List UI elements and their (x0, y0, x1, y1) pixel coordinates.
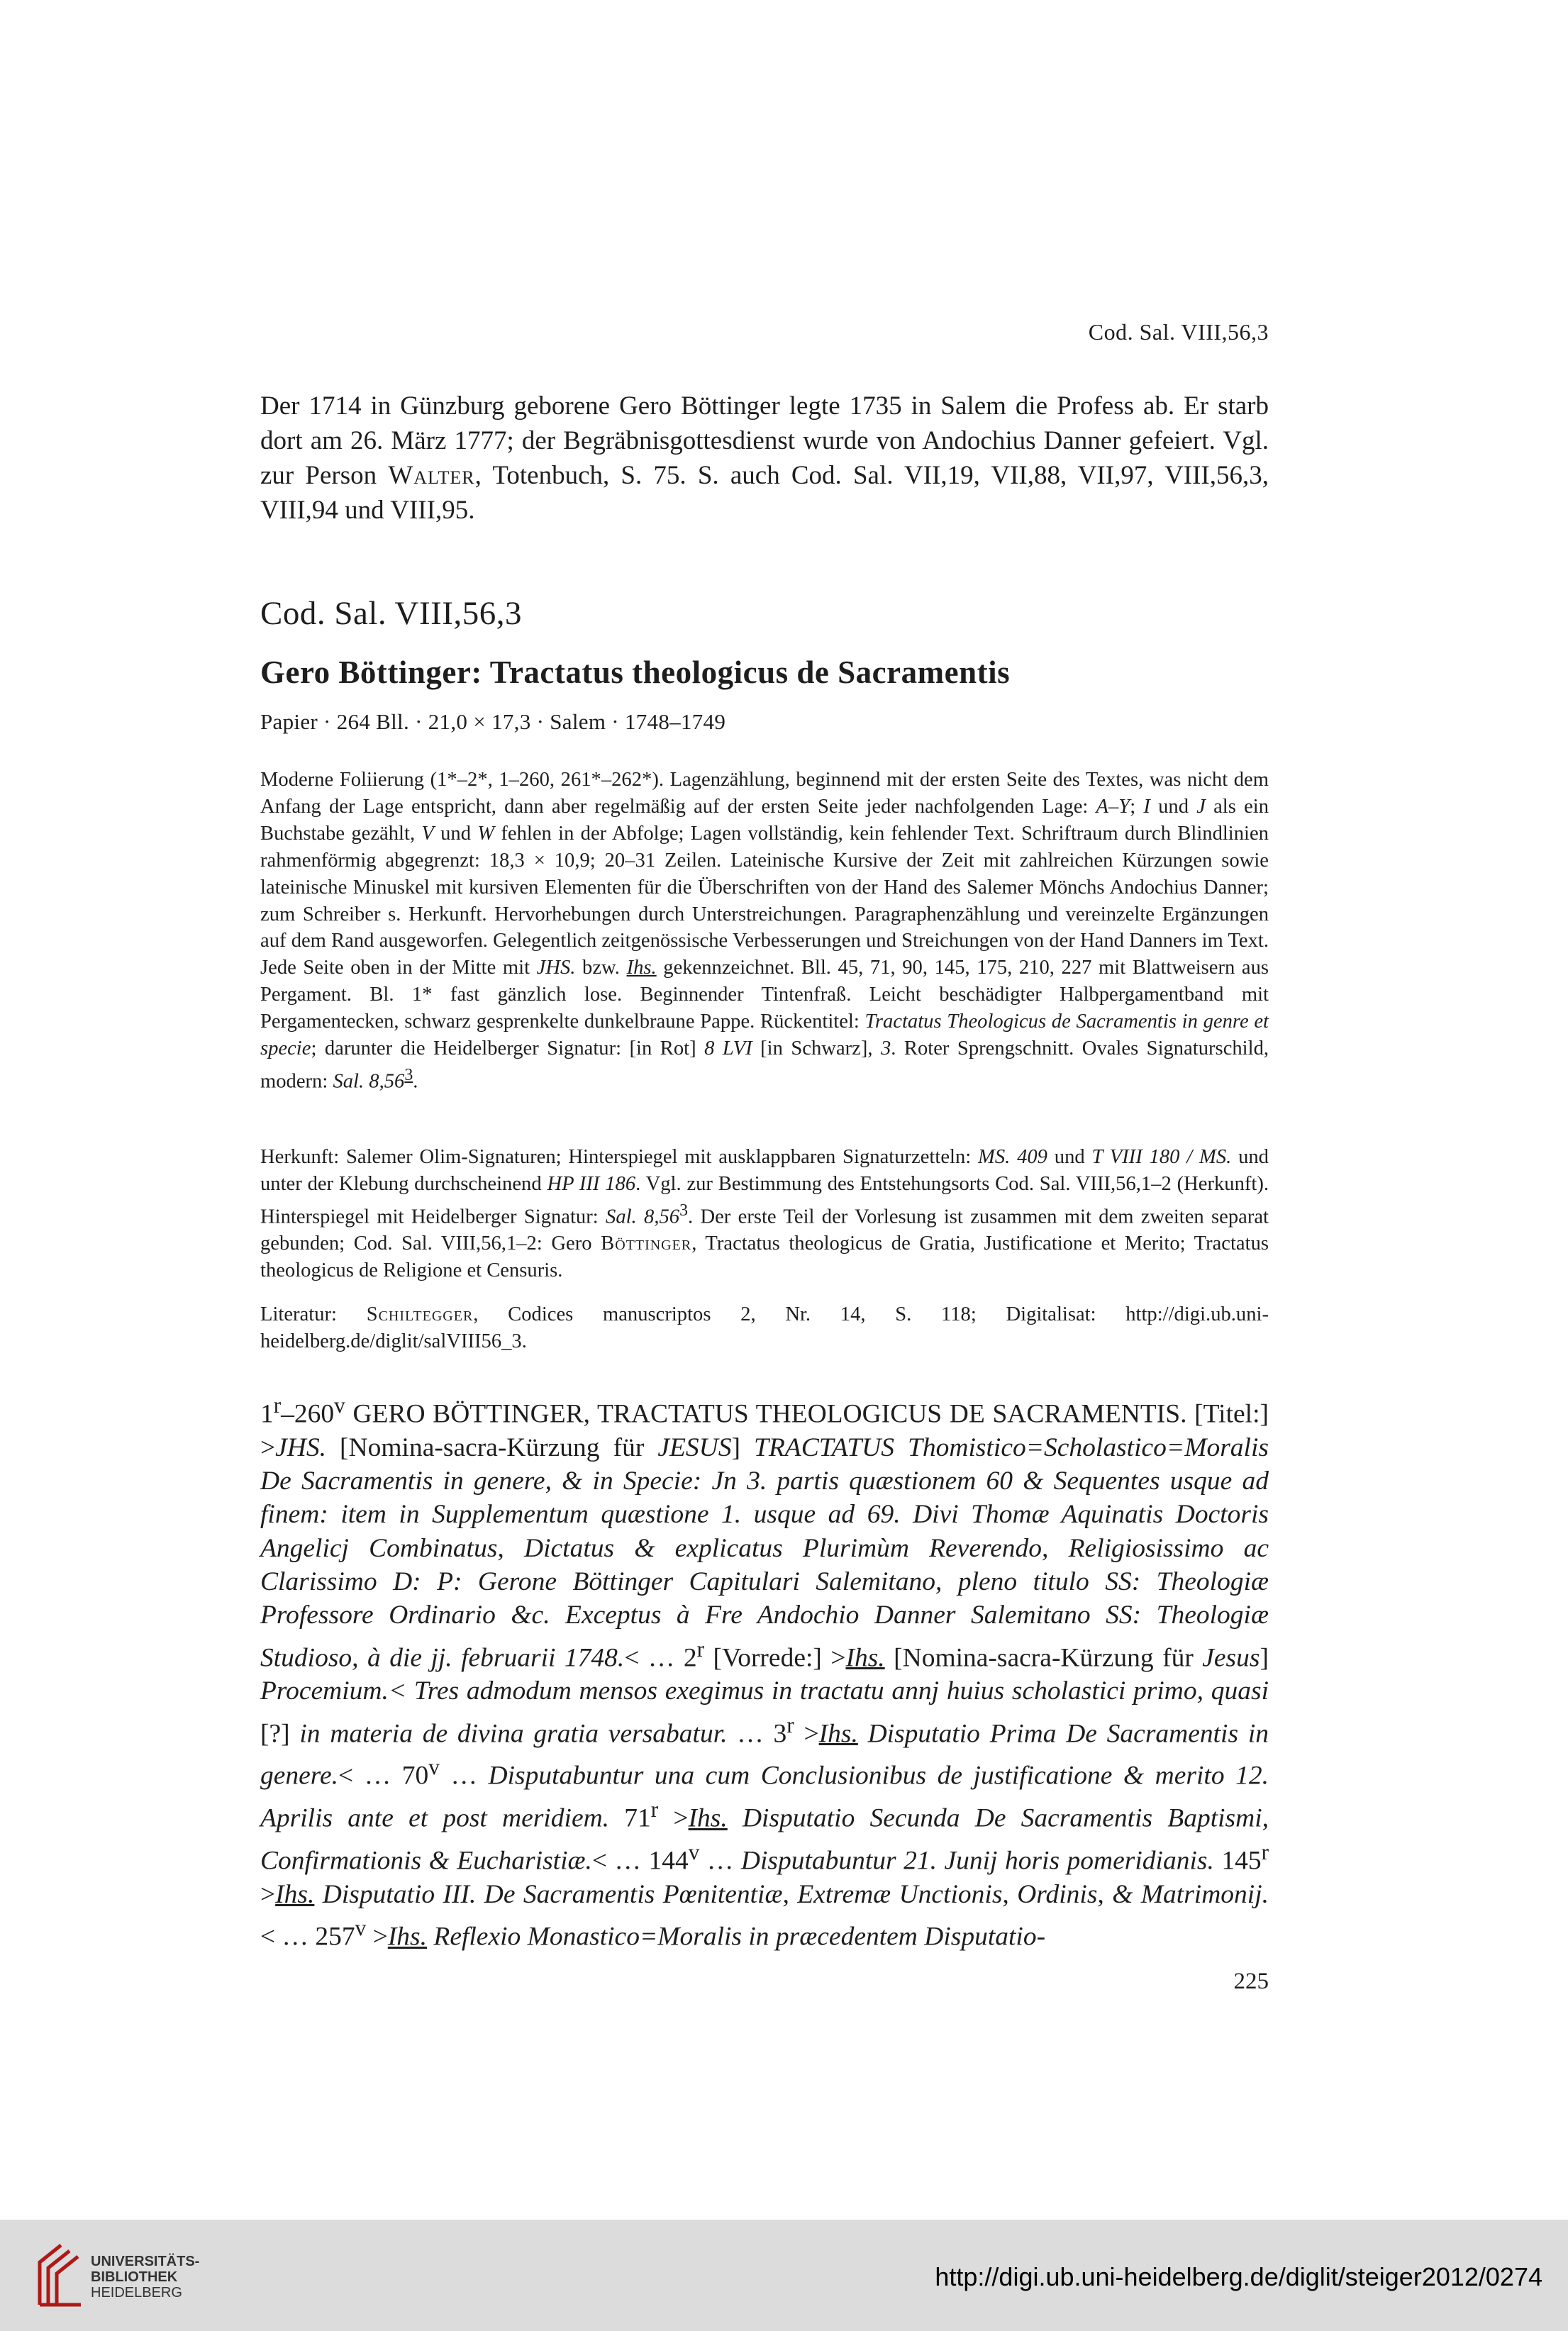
desc-italic: W (477, 822, 495, 845)
desc-italic: 3 (881, 1037, 891, 1060)
running-head: Cod. Sal. VIII,56,3 (1088, 319, 1269, 345)
prov-italic: Sal. 8,56 (606, 1206, 680, 1228)
desc-italic: V (421, 822, 434, 845)
prov-italic: HP III 186 (547, 1172, 636, 1195)
author-walter: Walter (388, 461, 475, 490)
c-text: < … 2 (624, 1643, 697, 1673)
prov-text: . Vgl. zur Bestimmung des Entstehungsorts Cod. Sal. VIII,56,1–2 (Herkunft). Hinterspiegel mit Heidelberger Signatur: (260, 1172, 1269, 1228)
lit-smallcaps: Schiltegger (366, 1303, 474, 1325)
c-text: … (699, 1846, 741, 1876)
library-logo-icon (35, 2241, 85, 2309)
c-italic: Ihs. (845, 1643, 885, 1673)
c-text: 1 (260, 1399, 274, 1429)
c-sup: v (428, 1754, 440, 1780)
c-text: > (658, 1803, 689, 1833)
contents-paragraph (260, 1389, 1269, 1954)
desc-text: gekennzeichnet. Bll. 45, 71, 90, 145, 175, 210, 227 mit Blattweisern aus Pergament. Bl. 1* fast gänzlich lose. Beginnender Tintenfraß. Leicht beschädigter Halbpergamentband mit Pergamentecken, schwarz gesprenkelte dunkelbraune Pappe. Rückentitel: (260, 957, 1269, 1033)
c-text: > (260, 1879, 276, 1909)
intro-text: Der 1714 in Günzburg geborene Gero Böttinger legte 1735 in Salem die Profess ab. Er starb dort am 26. März 1777; der Begräbnisgottesdienst wurde von Andochius Danner gefeiert. Vgl. zur Person (260, 391, 1269, 490)
c-italic: Disputatio Secunda De Sacramentis Baptismi, Confirmationis & Eucharistiæ. (260, 1803, 1269, 1876)
prov-superscript: 3 (679, 1201, 688, 1220)
c-sup: r (650, 1797, 659, 1823)
prov-text: und unter der Klebung durchscheinend (260, 1146, 1269, 1195)
desc-italic: 8 LVI (704, 1037, 752, 1060)
c-text: < … 257 (260, 1922, 355, 1952)
desc-text: . (413, 1070, 418, 1093)
c-text: < … 144 (591, 1846, 689, 1876)
c-sup: v (688, 1840, 700, 1865)
lit-text: Literatur: (260, 1303, 367, 1325)
desc-text: ; (1130, 795, 1144, 818)
c-text: –260 (281, 1399, 335, 1429)
page-number: 225 (1233, 1969, 1269, 1994)
c-sup: r (786, 1712, 794, 1737)
desc-italic: J (1196, 795, 1206, 818)
desc-text: ; darunter die Heidelberger Signatur: [in Rot] (311, 1037, 705, 1060)
desc-text: und (433, 822, 478, 845)
c-italic: Ihs. (688, 1803, 728, 1833)
c-text: [Vorrede:] > (704, 1643, 846, 1673)
prov-smallcaps: Böttinger (601, 1233, 692, 1255)
intro-paragraph (260, 389, 1269, 528)
c-text: [?] (260, 1719, 300, 1749)
entry-title: Gero Böttinger: Tractatus theologicus de Sacramentis (260, 655, 1011, 690)
desc-text: Moderne Foliierung (1*–2*, 1–260, 261*–262*). Lagenzählung, beginnend mit der ersten Seite des Textes, was nicht dem Anfang der Lage entspricht, dann aber regelmäßig auf der ersten Seite jeder nachfolgenden Lage: (260, 769, 1269, 818)
prov-text: , Tractatus theologicus de Gratia, Justificatione et Merito; Tractatus theologicus de Religione et Censuris. (260, 1233, 1269, 1282)
prov-text: . Der erste Teil der Vorlesung ist zusammen mit dem zweiten separat gebunden; Cod. Sal. VIII,56,1–2: Gero (260, 1206, 1269, 1255)
desc-italic: Tractatus Theologicus de Sacramentis in genre et specie (260, 1011, 1269, 1060)
desc-italic: I (1143, 795, 1150, 818)
c-italic: Procemium.< Tres admodum mensos exegimus in tractatu annj huius scholastici primo, quasi (260, 1676, 1269, 1706)
c-text: ] (731, 1432, 755, 1462)
prov-text: und (1047, 1146, 1092, 1168)
literature-paragraph (260, 1301, 1269, 1355)
c-italic: Ihs. (275, 1879, 315, 1909)
prov-italic: MS. 409 (978, 1146, 1047, 1168)
c-text: > (366, 1922, 388, 1952)
c-italic: Disputatio III. De Sacramentis Pœnitentiæ, Extremæ Unctionis, Ordinis, & Matrimonij. (314, 1879, 1269, 1909)
c-italic: Ihs. (387, 1922, 428, 1952)
c-sup: r (696, 1636, 705, 1662)
prov-italic: T VIII 180 / MS. (1091, 1146, 1232, 1168)
c-sup: v (334, 1393, 345, 1418)
desc-italic: Sal. 8,56 (333, 1070, 405, 1093)
c-italic: JHS. (275, 1432, 327, 1462)
intro-text-2: , Totenbuch, S. 75. S. auch Cod. Sal. VII,19, VII,88, VII,97, VIII,56,3, VIII,94 und VIII,95. (260, 461, 1269, 525)
c-italic: in materia de divina gratia versabatur. (299, 1719, 728, 1749)
c-sup: r (273, 1393, 282, 1418)
desc-superscript: 3 (404, 1065, 413, 1084)
provenance-paragraph (260, 1144, 1269, 1284)
library-name-line: HEIDELBERG (91, 2285, 182, 2301)
c-text: 71 (609, 1803, 651, 1833)
desc-italic: A–Y (1096, 795, 1130, 818)
c-italic: TRACTATUS Thomistico=Scholastico=Moralis De Sacramentis in genere, & in Specie: Jn 3. partis quæstionem 60 & Sequentes usque ad finem: item in Supplementum quæstione 1. usque ad 69. Divi Thomæ Aquinatis Doctoris Angelicj Combinatus, Dictatus & explicatus Plurimùm Reverendo, Religiosissimo ac Clarissimo D: P: Gerone Böttinger Capitulari Salemitano, pleno titulo SS: Theologiæ Professore Ordinario &c. Exceptus à Fre Andochio Danner Salemitano SS: Theologiæ Studioso, à die jj. februarii 1748. (260, 1432, 1269, 1673)
c-text: ] (1260, 1643, 1269, 1673)
desc-italic: Ihs. (626, 957, 657, 979)
c-text: [Nomina-sacra-Kürzung für (884, 1643, 1203, 1673)
desc-text: bzw. (575, 957, 627, 979)
permalink-url[interactable]: http://digi.ub.uni-heidelberg.de/diglit/steiger2012/0274 (935, 2262, 1542, 2291)
entry-meta: Papier · 264 Bll. · 21,0 × 17,3 · Salem · 1748–1749 (260, 709, 726, 734)
c-italic: Reflexio Monastico=Moralis in præcedentem Disputatio- (427, 1922, 1046, 1952)
lit-text: , Codices manuscriptos 2, Nr. 14, S. 118; Digitalisat: http://digi.ub.uni-heidelberg.de/diglit/salVIII56_3. (260, 1303, 1269, 1352)
c-text: … (439, 1761, 489, 1791)
c-italic: Ihs. (818, 1719, 858, 1749)
c-italic: Jesus (1202, 1643, 1260, 1673)
codex-heading: Cod. Sal. VIII,56,3 (260, 595, 522, 632)
desc-text: und (1150, 795, 1197, 818)
c-text: [Nomina-sacra-Kürzung für (326, 1432, 658, 1462)
c-text: GERO BÖTTINGER, TRACTATUS THEOLOGICUS DE SACRAMENTIS. [Titel:] > (260, 1399, 1269, 1462)
library-name (91, 2254, 199, 2301)
library-name-line: BIBLIOTHEK (91, 2269, 178, 2285)
c-text: … 3 (727, 1719, 787, 1749)
c-italic: Disputatio Prima De Sacramentis in genere. (260, 1719, 1269, 1791)
c-text: 145 (1213, 1846, 1262, 1876)
c-italic: Disputabuntur 21. Junij horis pomeridianis. (740, 1846, 1214, 1876)
desc-text: fehlen in der Abfolge; Lagen vollständig, kein fehlender Text. Schriftraum durch Blindlinien rahmenförmig abgegrenzt: 18,3 × 10,9; 20–31 Zeilen. Lateinische Kursive der Zeit mit zahlreichen Kürzungen sowie lateinische Minuskel mit kursiven Elementen für die Überschriften von der Hand des Salemer Mönchs Andochius Danner; zum Schreiber s. Herkunft. Hervorhebungen durch Unterstreichungen. Paragraphenzählung und vereinzelte Ergänzungen auf dem Rand ausgeworfen. Gelegentlich zeitgenössische Verbesserungen und Streichungen von der Hand Danners im Text. Jede Seite oben in der Mitte mit (260, 822, 1269, 979)
desc-text: . Roter Sprengschnitt. Ovales Signaturschild, modern: (260, 1037, 1269, 1093)
c-italic: JESUS (657, 1432, 732, 1462)
desc-text: als ein Buchstabe gezählt, (260, 795, 1269, 845)
prov-text: Herkunft: Salemer Olim-Signaturen; Hinterspiegel mit ausklappbaren Signaturzetteln: (260, 1146, 979, 1168)
desc-text: [in Schwarz], (752, 1037, 881, 1060)
c-text: < … 70 (338, 1761, 429, 1791)
desc-italic: JHS. (536, 957, 576, 979)
viewer-footer (0, 2220, 1568, 2331)
c-sup: r (1261, 1840, 1269, 1865)
physical-description (260, 767, 1269, 1095)
library-name-line: UNIVERSITÄTS- (91, 2254, 200, 2269)
c-text: > (794, 1719, 819, 1749)
c-sup: v (355, 1915, 367, 1941)
c-italic: Disputabuntur una cum Conclusionibus de justificatione & merito 12. Aprilis ante et post meridiem. (260, 1761, 1269, 1833)
